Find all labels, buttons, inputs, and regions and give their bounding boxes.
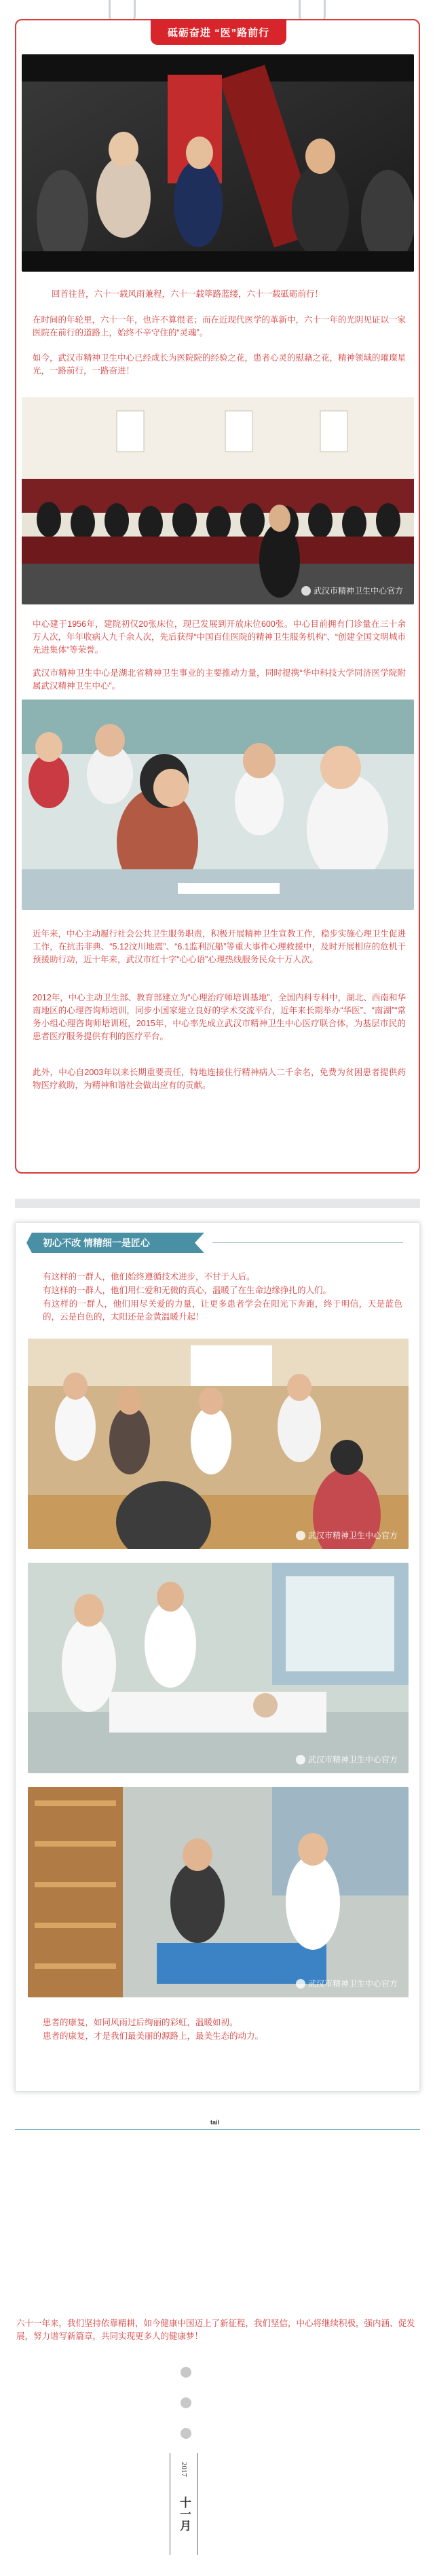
section2-intro-line-2: 有这样的一群人，他们用仁爱和无微的真心，温暖了在生命边缘挣扎的人们。 [43,1286,332,1295]
section1-paragraph-8: 此外，中心自2003年以来长期重要责任，特地连接住行精神病人二千余名，免费为贫困患者提供药物医疗救助，为精神和谐社会做出应有的贡献。 [33,1068,406,1090]
photo-sandplay-room [28,1787,409,1997]
section2-title: 初心不改 情精细一是匠心 [43,1237,150,1248]
decor-dot-3 [181,2428,191,2439]
weibo-icon [301,586,311,596]
date-rule-right [197,2453,198,2555]
photo-watermark-2 [296,1529,398,1541]
section1-paragraph-2: 在时间的年轮里，六十一年，也许不算很老；而在近现代医学的革新中，六十一年的光阴见证以一家医院在前行的道路上，始终不辛守住的“灵魂”。 [33,315,406,338]
weibo-icon [296,1531,305,1540]
section1-paragraph-1: 回首往昔，六十一载风雨兼程，六十一载筚路蓝缕，六十一载砥砺前行！ [52,289,324,299]
final-paragraph: 六十一年来，我们坚持依靠精耕，如今健康中国迈上了新征程，我们坚信，中心将继续积极，强内涵、促发展，努力谱写新篇章，共同实现更多人的健康梦！ [16,2319,415,2341]
decor-dot-2 [181,2397,191,2408]
section2-title-bar [32,1233,195,1253]
photo-conference [22,397,414,604]
watermark-text-3: 武汉市精神卫生中心官方 [307,1755,398,1764]
watermark-text-2: 武汉市精神卫生中心官方 [307,1531,398,1540]
weibo-icon [296,1755,305,1764]
photo-ceremony [22,54,414,272]
section2-intro-line-3: 有这样的一群人，他们用尽关爱的力量，让更多患者学会在阳光下奔跑，终于明信，天是蓝色的，云是白色的，太阳还是金黄温暖升起！ [43,1299,402,1322]
section1-paragraph-7: 2012年，中心主动卫生部、教育部建立为“心理治疗师培训基地”，全国内科专科中，湖北、西南和华南地区的心理咨询师培训，同步小国家建立良好的学术交流平台，近年来长期举办“华医”、“南湖”“常务小组心理咨询师培训班，2015年，中心率先成立武汉市精神卫生中心医疗联合体，为基层市民的患者医疗服务提供有利的医疗平台。 [33,993,406,1041]
section2-intro-line-1: 有这样的一群人，他们始终遵循技术进步，不甘于人后。 [43,1272,255,1282]
section2-closing-line-1: 患者的康复，如同风雨过后绚丽的彩虹，温暖如初。 [43,2018,238,2027]
section1-paragraph-4: 中心建于1956年，建院初仅20张床位，现已发展到开放床位600张。中心目前拥有门诊量在三十余万人次，年年收病人九千余人次，先后获得“中国百佳医院的精神卫生服务机构”、“创建全国文明城市先进集体”等荣誉。 [33,619,406,655]
photo-ward-training [28,1563,409,1773]
section1-title: 砥砺奋进 “医”路前行 [167,26,270,39]
section1-paragraph-5: 武汉市精神卫生中心是湖北省精神卫生事业的主要推动力量，同时提携“华中科技大学同济医学院附属武汉精神卫生中心”。 [33,668,406,691]
tail-label: tail [210,2119,220,2126]
section1-paragraph-3: 如今，武汉市精神卫生中心已经成长为医院院的经验之花，患者心灵的慰藉之花，精神领域的璀璨星光，一路前行，一路奋进！ [33,353,406,376]
section2-card [15,1222,420,2092]
section1-paragraph-6: 近年来，中心主动履行社会公共卫生服务职责，积极开展精神卫生宣教工作，稳步实施心理卫生促进工作，在抗击非典、“5.12汶川地震”、“6.1监利沉船”等重大事件心理救援中，及时开展相应的危机干预援助行动，近十年来，武汉市红十字“心心语”心理热线服务民众十万人次。 [33,929,406,964]
weibo-icon [296,1979,305,1989]
section-divider [15,1199,420,1208]
date-month: 十一月 [178,2496,191,2531]
watermark-text: 武汉市精神卫生中心官方 [313,586,403,596]
photo-watermark-3 [296,1754,398,1765]
photo-watermark-4 [296,1978,398,1989]
decor-dot-1 [181,2367,191,2378]
section2-closing-line-2: 患者的康复，才是我们最美丽的源路上，最美生态的动力。 [43,2031,264,2041]
watermark-text-4: 武汉市精神卫生中心官方 [307,1979,398,1989]
date-year: 2017 [180,2462,188,2477]
photo-group-session [28,1339,409,1549]
photo-free-clinic [22,700,414,910]
tail-rule [15,2129,420,2130]
section2-title-rule [212,1242,403,1243]
date-stamp [174,2454,194,2537]
section1-card [15,19,420,1174]
section1-title-bar [151,19,286,45]
photo-watermark [301,585,403,596]
